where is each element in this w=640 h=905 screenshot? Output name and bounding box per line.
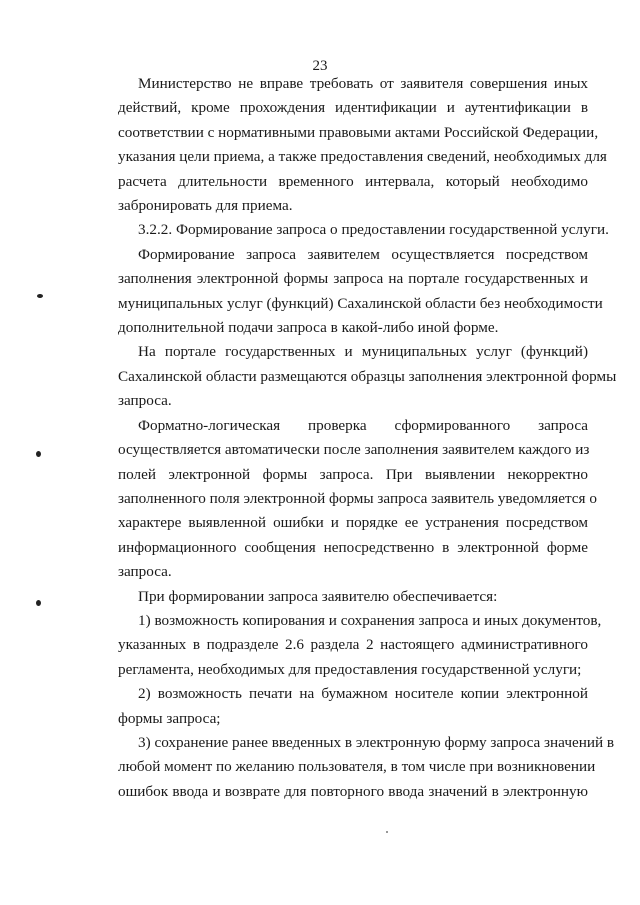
text-line: любой момент по желанию пользователя, в том числе при возникновении <box>118 758 596 776</box>
text-line: Сахалинской области размещаются образцы заполнения электронной формы <box>118 367 617 385</box>
text-line: ошибок ввода и возврате для повторного ввода значений в электронную <box>118 782 588 800</box>
text-line: забронировать для приема. <box>118 197 293 215</box>
text-line: 3.2.2. Формирование запроса о предоставлении государственной услуги. <box>138 221 609 239</box>
text-line: 3) сохранение ранее введенных в электронную форму запроса значений в <box>138 733 615 751</box>
margin-mark <box>36 451 41 457</box>
text-line: заполненного поля электронной формы запроса заявитель уведомляется о <box>118 489 597 507</box>
margin-mark <box>37 294 43 298</box>
text-line: При формировании запроса заявителю обеспечивается: <box>138 587 498 605</box>
text-line: запроса. <box>118 563 172 581</box>
text-line: указанных в подразделе 2.6 раздела 2 настоящего административного <box>118 636 588 654</box>
text-line: Форматно-логическая проверка сформированного запроса <box>138 416 588 434</box>
text-line: формы запроса; <box>118 709 221 727</box>
text-line: информационного сообщения непосредственно в электронной форме <box>118 538 588 556</box>
page-number: 23 <box>312 58 328 74</box>
text-line: указания цели приема, а также предоставления сведений, необходимых для <box>118 148 607 166</box>
text-line: полей электронной формы запроса. При выявлении некорректно <box>118 465 588 483</box>
text-line: действий, кроме прохождения идентификации и аутентификации в <box>118 99 588 117</box>
text-line: заполнения электронной формы запроса на портале государственных и <box>118 270 588 288</box>
text-line: Министерство не вправе требовать от заявителя совершения иных <box>138 75 588 92</box>
text-line: На портале государственных и муниципальных услуг (функций) <box>138 343 588 361</box>
text-line: Формирование запроса заявителем осуществляется посредством <box>138 245 588 263</box>
text-line: расчета длительности временного интервала, который необходимо <box>118 172 588 190</box>
scan-speck <box>386 831 388 833</box>
margin-mark <box>36 600 41 606</box>
text-line: регламента, необходимых для предоставления государственной услуги; <box>118 660 582 678</box>
document-body <box>118 72 617 804</box>
text-line: характере выявленной ошибки и порядке ее устранения посредством <box>118 514 588 532</box>
text-line: дополнительной подачи запроса в какой-либо иной форме. <box>118 319 499 337</box>
text-line: 1) возможность копирования и сохранения запроса и иных документов, <box>138 611 602 629</box>
text-line: запроса. <box>118 392 172 410</box>
text-line: осуществляется автоматически после заполнения заявителем каждого из <box>118 441 590 459</box>
text-line: соответствии с нормативными правовыми актами Российской Федерации, <box>118 123 599 141</box>
text-line: 2) возможность печати на бумажном носителе копии электронной <box>138 685 588 703</box>
text-line: муниципальных услуг (функций) Сахалинской области без необходимости <box>118 294 603 312</box>
